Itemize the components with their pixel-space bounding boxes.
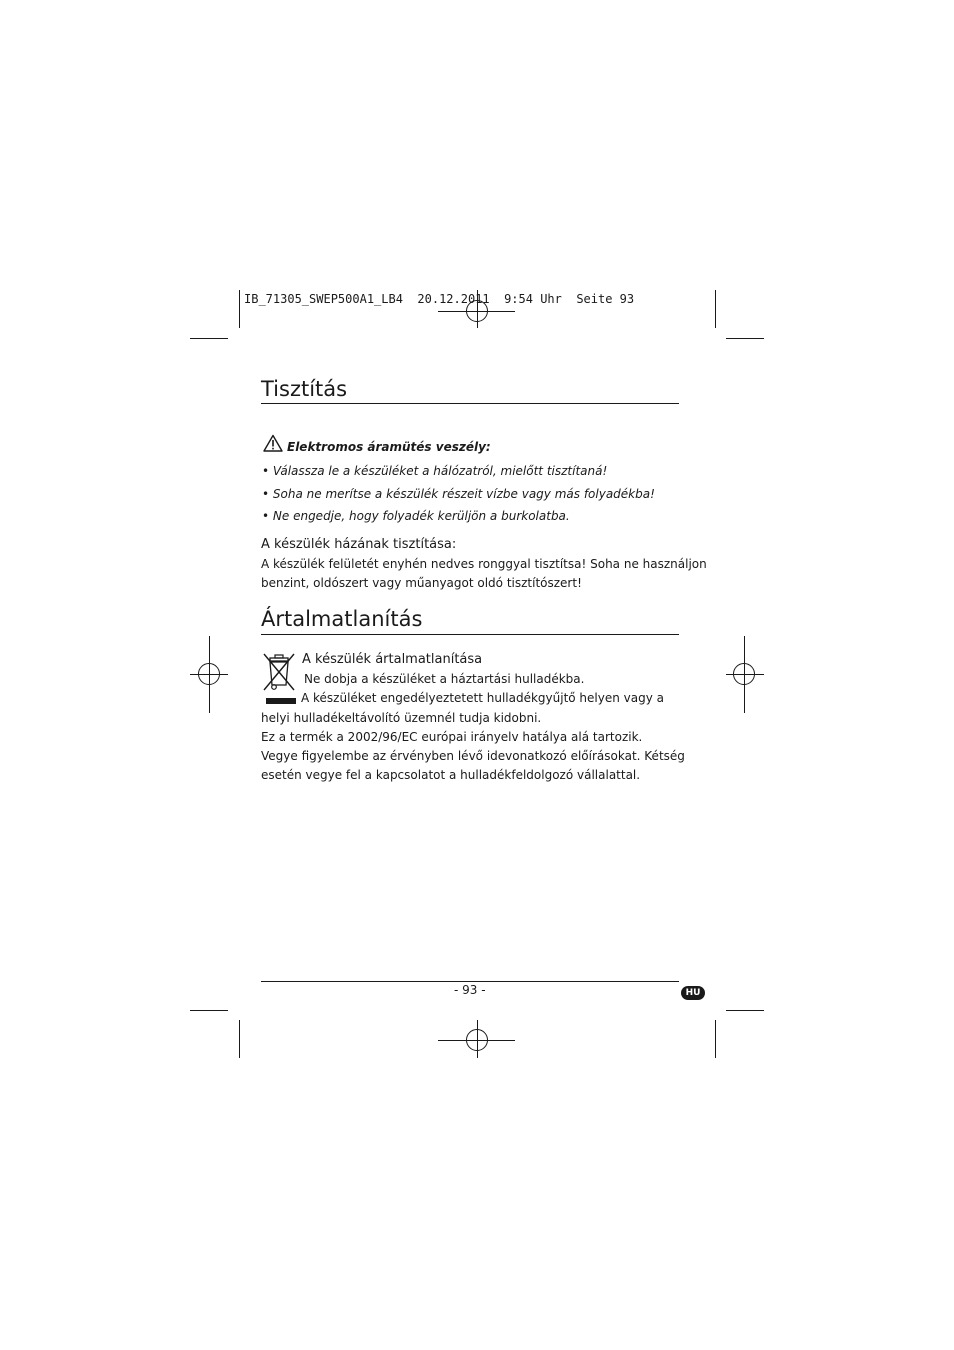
body-text-line: esetén vegye fel a kapcsolatot a hulladékfeldolgozó vállalattal. (261, 768, 641, 782)
body-text-line: benzint, oldószert vagy műanyagot oldó tisztítószert! (261, 576, 582, 590)
warning-triangle-icon (263, 434, 283, 452)
crop-mark (239, 290, 240, 328)
print-imprint: IB_71305_SWEP500A1_LB4 20.12.2011 9:54 Uhr Seite 93 (244, 292, 635, 306)
subheading-device-disposal: A készülék ártalmatlanítása (302, 652, 483, 667)
warning-item: • Ne engedje, hogy folyadék kerüljön a burkolatba. (262, 506, 655, 529)
crop-mark (715, 290, 716, 328)
crossed-out-wheelie-bin-icon (262, 652, 298, 708)
body-text-line: Ez a termék a 2002/96/EC európai irányelv hatálya alá tartozik. (261, 730, 643, 744)
warning-list (262, 461, 655, 529)
crop-mark (726, 1010, 764, 1011)
body-text-line: helyi hulladékeltávolító üzemnél tudja kidobni. (261, 711, 542, 725)
body-text-line: Vegye figyelembe az érvényben lévő idevonatkozó előírásokat. Kétség (261, 749, 685, 763)
warning-item: • Válassza le a készüléket a hálózatról, mielőtt tisztítaná! (262, 461, 655, 484)
subheading-housing-cleaning: A készülék házának tisztítása: (261, 537, 457, 552)
crop-mark (726, 338, 764, 339)
crop-mark (190, 338, 228, 339)
language-badge: HU (681, 986, 705, 1000)
page-number: - 93 - (454, 983, 486, 997)
warning-title: Elektromos áramütés veszély: (287, 440, 491, 454)
body-text-line: Ne dobja a készüléket a háztartási hulladékba. (304, 672, 585, 686)
section-rule (261, 403, 679, 404)
footer-rule (261, 981, 679, 982)
crop-mark (190, 1010, 228, 1011)
section-rule (261, 634, 679, 635)
warning-item: • Soha ne merítse a készülék részeit vízbe vagy más folyadékba! (262, 484, 655, 507)
crop-mark (239, 1020, 240, 1058)
body-text-line: A készüléket engedélyeztetett hulladékgyűjtő helyen vagy a (301, 691, 664, 705)
crop-mark (715, 1020, 716, 1058)
section-title-disposal: Ártalmatlanítás (261, 607, 423, 631)
body-text-line: A készülék felületét enyhén nedves ronggyal tisztítsa! Soha ne használjon (261, 557, 707, 571)
section-title-cleaning: Tisztítás (261, 377, 348, 401)
